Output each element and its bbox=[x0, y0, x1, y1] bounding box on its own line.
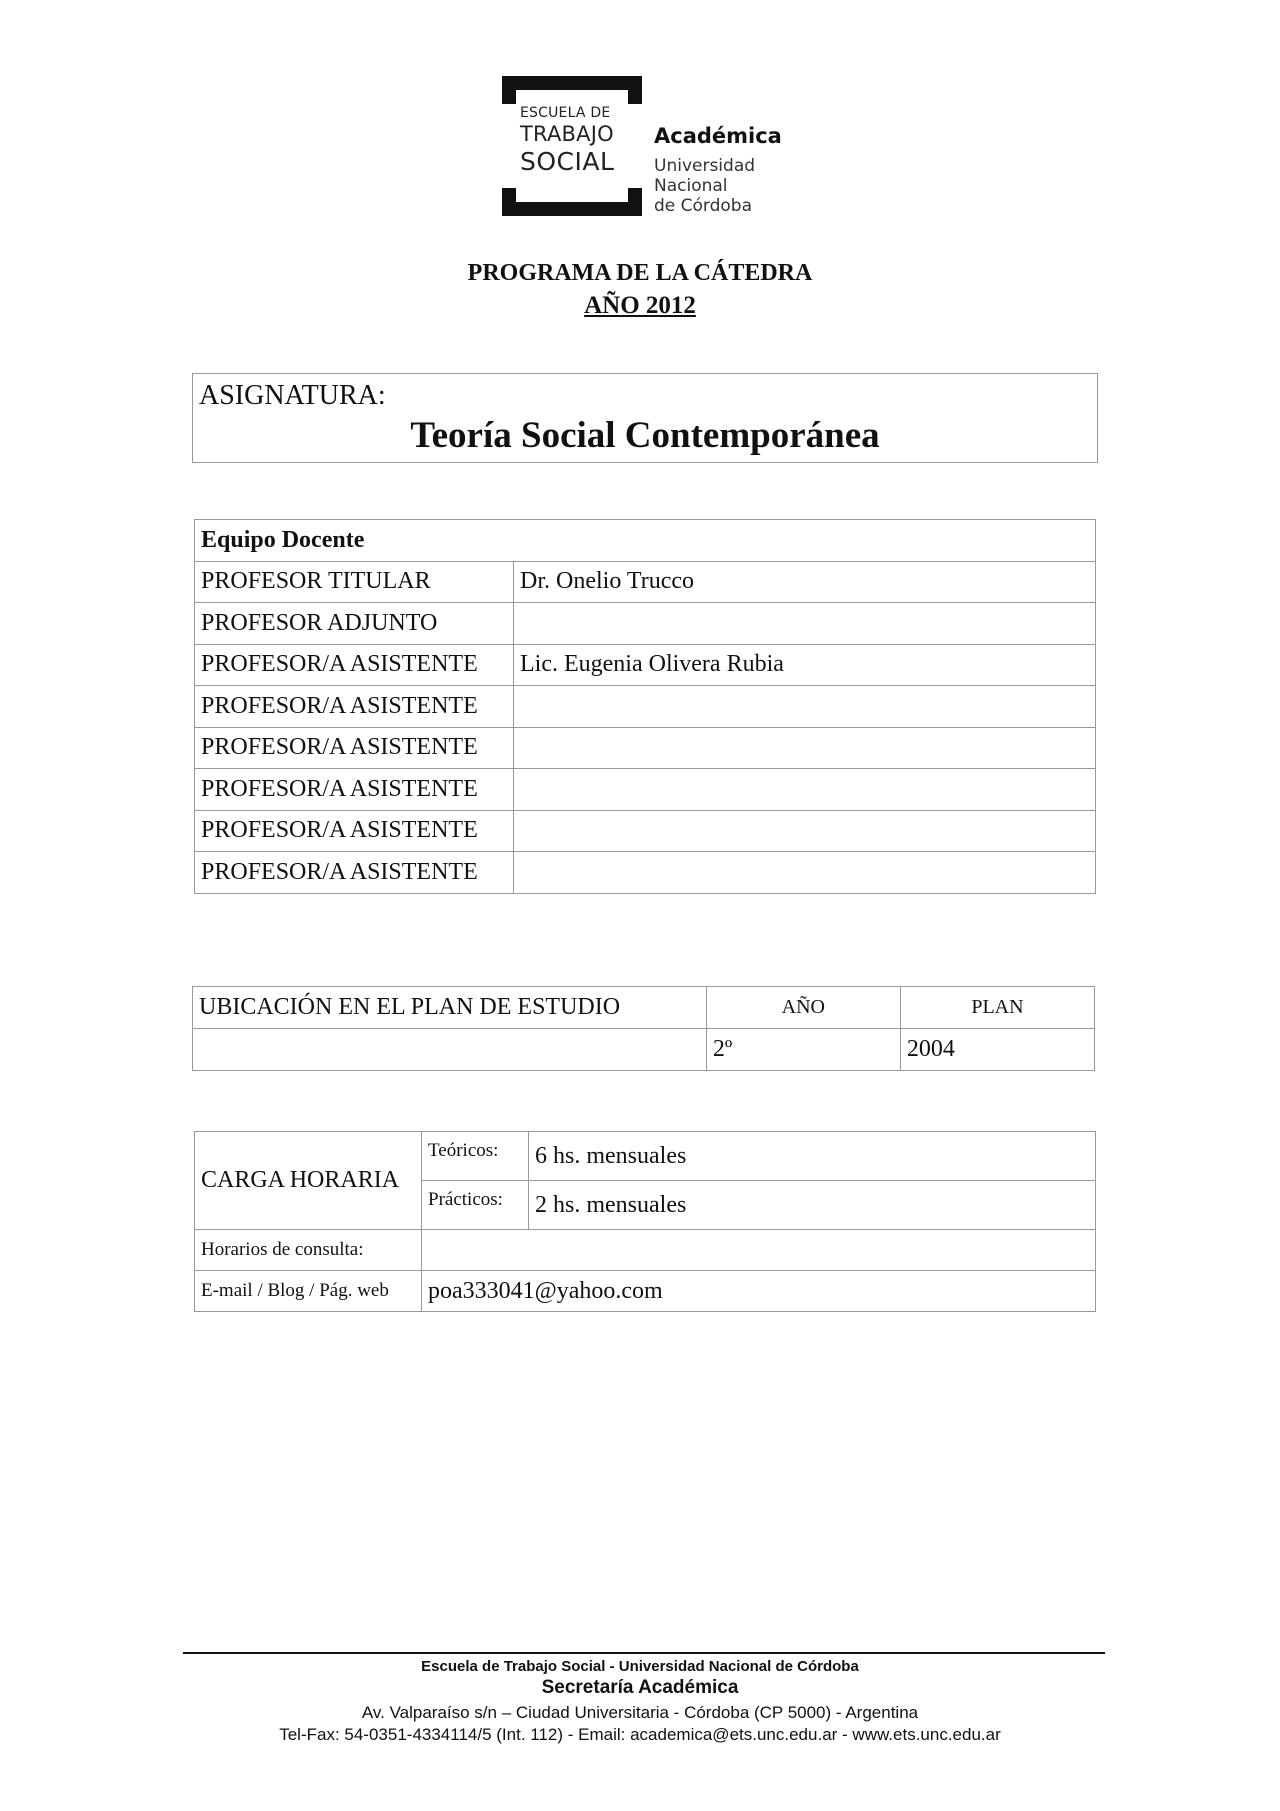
table-row bbox=[195, 810, 1096, 852]
table-row bbox=[195, 769, 1096, 811]
plan-label: UBICACIÓN EN EL PLAN DE ESTUDIO bbox=[193, 987, 707, 1029]
footer-divider bbox=[183, 1652, 1105, 1654]
teoricos-value: 6 hs. mensuales bbox=[529, 1132, 1096, 1181]
page-title: PROGRAMA DE LA CÁTEDRA bbox=[467, 260, 813, 286]
logo-line-3: SOCIAL bbox=[520, 147, 615, 176]
footer-line-3: Av. Valparaíso s/n – Ciudad Universitaria - Córdoba (CP 5000) - Argentina bbox=[361, 1703, 919, 1722]
logo-university-line-2: Nacional bbox=[654, 176, 728, 196]
logo-brand: Académica bbox=[654, 124, 782, 148]
carga-horaria-table bbox=[194, 1131, 1096, 1312]
table-row bbox=[195, 603, 1096, 645]
practicos-value: 2 hs. mensuales bbox=[529, 1181, 1096, 1230]
logo-line-2: TRABAJO bbox=[520, 122, 614, 146]
role-cell: PROFESOR/A ASISTENTE bbox=[195, 727, 514, 769]
table-row bbox=[195, 686, 1096, 728]
logo-line-1: ESCUELA DE bbox=[520, 105, 611, 121]
table-row bbox=[195, 561, 1096, 603]
plan-plan-value: 2004 bbox=[900, 1029, 1094, 1071]
table-row bbox=[195, 852, 1096, 894]
footer-line-4: Tel-Fax: 54-0351-4334114/5 (Int. 112) - Email: academica@ets.unc.edu.ar - www.ets.unc.edu.ar bbox=[279, 1725, 1001, 1744]
plan-estudio-table bbox=[192, 986, 1095, 1071]
table-row bbox=[193, 1029, 1095, 1071]
table-row bbox=[195, 1132, 1096, 1181]
plan-year-header: AÑO bbox=[706, 987, 900, 1029]
equipo-docente-table bbox=[194, 519, 1096, 894]
role-cell: PROFESOR/A ASISTENTE bbox=[195, 852, 514, 894]
role-cell: PROFESOR/A ASISTENTE bbox=[195, 686, 514, 728]
equipo-heading: Equipo Docente bbox=[195, 520, 1096, 562]
plan-empty-cell bbox=[193, 1029, 707, 1071]
plan-year-value: 2º bbox=[706, 1029, 900, 1071]
name-cell bbox=[514, 727, 1096, 769]
footer-line-2: Secretaría Académica bbox=[541, 1677, 739, 1698]
logo-box-text bbox=[520, 106, 630, 174]
email-value: poa333041@yahoo.com bbox=[422, 1271, 1096, 1312]
role-cell: PROFESOR/A ASISTENTE bbox=[195, 810, 514, 852]
consulta-value bbox=[422, 1230, 1096, 1271]
name-cell: Dr. Onelio Trucco bbox=[514, 561, 1096, 603]
practicos-label: Prácticos: bbox=[422, 1181, 529, 1230]
name-cell bbox=[514, 852, 1096, 894]
table-row bbox=[195, 1230, 1096, 1271]
table-row bbox=[195, 520, 1096, 562]
logo-university-line-3: de Córdoba bbox=[654, 196, 753, 216]
school-logo bbox=[502, 76, 792, 216]
footer-line-1: Escuela de Trabajo Social - Universidad Nacional de Córdoba bbox=[421, 1658, 859, 1675]
plan-plan-header: PLAN bbox=[900, 987, 1094, 1029]
role-cell: PROFESOR ADJUNTO bbox=[195, 603, 514, 645]
name-cell bbox=[514, 686, 1096, 728]
asignatura-name: Teoría Social Contemporánea bbox=[410, 415, 880, 456]
table-row bbox=[193, 987, 1095, 1029]
name-cell: Lic. Eugenia Olivera Rubia bbox=[514, 644, 1096, 686]
name-cell bbox=[514, 810, 1096, 852]
logo-university bbox=[654, 124, 782, 216]
carga-label: CARGA HORARIA bbox=[195, 1132, 422, 1230]
role-cell: PROFESOR/A ASISTENTE bbox=[195, 644, 514, 686]
asignatura-box bbox=[192, 373, 1098, 463]
table-row bbox=[195, 727, 1096, 769]
name-cell bbox=[514, 603, 1096, 645]
consulta-label: Horarios de consulta: bbox=[195, 1230, 422, 1271]
page-year: AÑO 2012 bbox=[584, 292, 696, 319]
table-row bbox=[195, 1271, 1096, 1312]
logo-university-line-1: Universidad bbox=[654, 156, 756, 176]
role-cell: PROFESOR/A ASISTENTE bbox=[195, 769, 514, 811]
role-cell: PROFESOR TITULAR bbox=[195, 561, 514, 603]
table-row bbox=[195, 644, 1096, 686]
asignatura-label: ASIGNATURA: bbox=[199, 380, 386, 411]
teoricos-label: Teóricos: bbox=[422, 1132, 529, 1181]
email-label: E-mail / Blog / Pág. web bbox=[195, 1271, 422, 1312]
name-cell bbox=[514, 769, 1096, 811]
